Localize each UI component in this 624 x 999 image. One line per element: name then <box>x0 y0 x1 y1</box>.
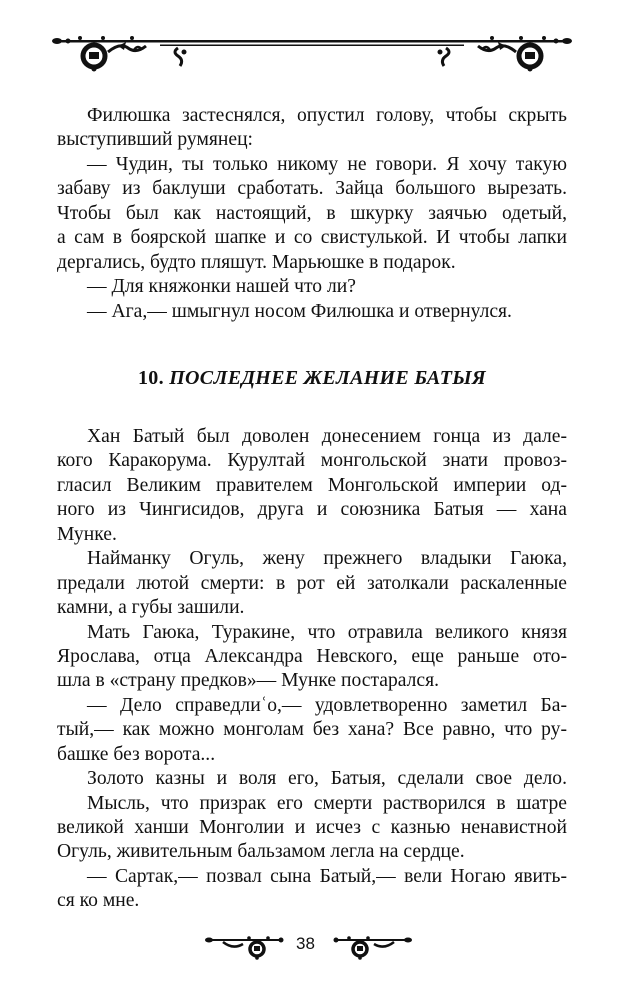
text-line: ся ко мне. <box>57 890 140 912</box>
chapter-title: ПОСЛЕДНЕЕ ЖЕЛАНИЕ БАТЫЯ <box>169 367 486 389</box>
text-line: кого Каракорума. Курултай монгольской знати провоз- <box>57 450 567 472</box>
chapter-number: 10. <box>137 367 164 389</box>
text-line: ного из Чингисидов, друга и союзника Батыя — хана <box>57 499 567 521</box>
text-line: — Ага,— шмыгнул носом Филюшка и отвернулся. <box>87 300 512 322</box>
page-number: 38 <box>296 934 315 953</box>
text-line: а сам в боярской шапке и со свистулькой. И чтобы лапки <box>57 227 567 249</box>
text-line: — Для княжонки нашей что ли? <box>87 276 356 298</box>
footer-ornament-left-icon <box>205 932 285 960</box>
text-line: Чтобы был как настоящий, в шкурку заячью одетый, <box>57 202 567 224</box>
text-line: Мунке. <box>57 523 117 545</box>
text-line: дергались, будто пляшут. Марьюшке в подарок. <box>57 251 456 273</box>
text-line: Хан Батый был доволен донесением гонца из дале- <box>87 426 567 447</box>
footer-ornament-right-icon <box>332 932 412 960</box>
text-line: шла в «страну предков»— Мунке постарался. <box>57 670 439 692</box>
page-footer <box>0 932 624 962</box>
text-line: тый,— как можно монголам без хана? Все равно, что ру- <box>57 719 567 741</box>
text-line: Ярослава, отца Александра Невского, еще раньше ото- <box>57 645 567 667</box>
text-line: предали лютой смерти: в рот ей затолкали раскаленные <box>57 572 567 594</box>
text-line: башке без ворота... <box>57 743 216 765</box>
text-line: Огуль, живительным бальзамом легла на сердце. <box>57 841 465 863</box>
paragraph-block-2 <box>57 425 567 914</box>
text-line: великой ханши Монголии и исчез с казнью ненавистной <box>57 817 567 838</box>
paragraph-block-1 <box>57 104 567 324</box>
chapter-heading <box>0 367 624 390</box>
text-line: — Чудин, ты только никому не говори. Я хочу такую <box>87 153 567 175</box>
text-line: Найманку Огуль, жену прежнего владыки Гаюка, <box>87 548 567 570</box>
text-line: выступивший румянец: <box>57 129 253 151</box>
text-line: камни, а губы зашили. <box>57 597 245 619</box>
text-line: Мысль, что призрак его смерти растворился в шатре <box>87 792 567 814</box>
text-line: Золото казны и воля его, Батыя, сделали свое дело. <box>87 768 567 790</box>
text-line: гласил Великим правителем Монгольской империи од- <box>57 474 567 496</box>
text-line: забаву из баклуши сработать. Зайца большого вырезать. <box>57 178 567 200</box>
text-line: — Дело справедлиʿо,— удовлетворенно заметил Ба- <box>87 694 567 716</box>
text-line: Филюшка застеснялся, опустил голову, чтобы скрыть <box>87 105 567 126</box>
text-line: Мать Гаюка, Туракине, что отравила великого князя <box>87 621 567 643</box>
text-line: — Сартак,— позвал сына Батый,— вели Ногаю явить- <box>87 865 567 887</box>
header-ornament-icon <box>48 28 576 78</box>
